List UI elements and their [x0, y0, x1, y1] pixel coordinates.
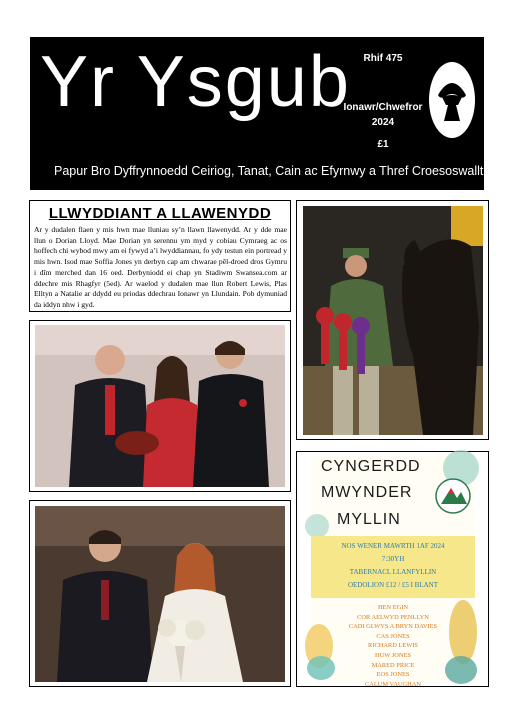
photo-wedding [35, 506, 285, 682]
poster-title-line1: CYNGERDD [321, 458, 421, 475]
issue-date-months: Ionawr/Chwefror [343, 102, 423, 113]
masthead-subtitle: Papur Bro Dyffrynnoedd Ceiriog, Tanat, Cain ac Efyrnwy a Thref Croesoswallt [54, 164, 484, 178]
mountain-logo-icon [435, 478, 471, 514]
performer-item: CALUM VAUGHAN [364, 680, 422, 688]
poster-venue: TABERNACL LLANFYLLIN [349, 568, 437, 576]
poster-date: NOS WENER MAWRTH 1AF 2024 [341, 542, 445, 550]
issue-number: Rhif 475 [363, 53, 403, 64]
photo-wedding-frame [29, 500, 291, 687]
masthead-title: Yr Ysgub [40, 42, 351, 122]
front-page-article [29, 200, 291, 312]
photo-dorian-lloyd-frame [296, 200, 489, 440]
poster-ticket-price: OEDOLION £12 / £5 I BLANT [347, 581, 438, 589]
photo-soffia-jones-frame [29, 320, 291, 492]
wheatsheaf-logo-icon [428, 61, 476, 139]
performer-item: COR AELWYD PENLLYN [357, 613, 429, 621]
poster-details-band [311, 536, 475, 598]
performer-item: EOS JONES [376, 671, 410, 679]
performer-item: MARED PRICE [371, 661, 415, 669]
poster-time: 7:30YH [381, 555, 405, 563]
issue-date [335, 101, 431, 130]
concert-poster-frame [296, 451, 489, 687]
poster-title-line2: MWYNDER [321, 484, 413, 501]
photo-soffia-jones [35, 325, 285, 487]
performer-item: CAS JONES [376, 632, 410, 640]
issue-date-year: 2024 [371, 116, 395, 128]
performer-item: RICHARD LEWIS [368, 642, 418, 650]
article-body: Ar y dudalen flaen y mis hwn mae lluniau sy’n llawn llawenydd. Ar y dde mae llun o Dorian Lloyd. Mae Dorian yn serennu ym myd y cobiau Cymraeg ac os hoffech chi wybod mwy am ei fywyd a’i lwyddiannau, fo ydy testun ein portread y mis hwn. Isod mae Soffia Jones yn derbyn cap am chwarae pêl-droed dros Gymru i dîm merched dan 16 oed. Derbyniodd ei chap yn Stadiwm Swansea.com ar ddechre mis Rhagfyr (5ed). Ar waelod y dudalen mae llun Robert Lewis, Plas Elltyn a Natalie ar ddydd eu priodas ddechrau Ionawr yn Llundain. Pob dymuniad da iddyn nhw i gyd. [34, 225, 287, 309]
issue-price: £1 [377, 139, 389, 150]
poster-title-line3: MYLLIN [337, 511, 401, 528]
performer-item: HEN EGIN [378, 604, 408, 611]
photo-dorian-lloyd [303, 206, 483, 435]
performer-item: CADI GLWYS A BRYN DAVIES [348, 623, 438, 631]
performer-item: HUW JONES [375, 652, 411, 659]
concert-poster [311, 456, 475, 688]
masthead [30, 37, 484, 190]
article-title: LLWYDDIANT A LLAWENYDD [48, 205, 272, 222]
